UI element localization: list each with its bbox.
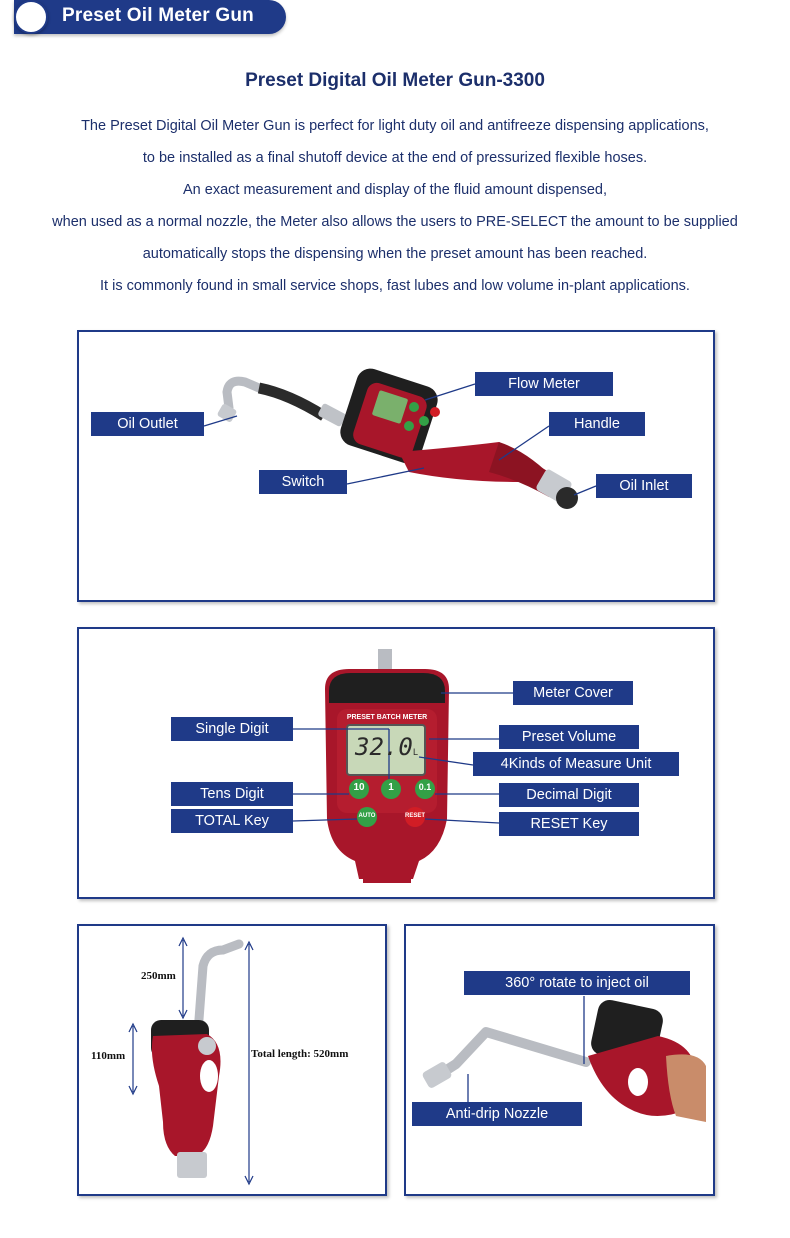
button-reset: RESET [404,813,425,819]
description-line: An exact measurement and display of the fluid amount dispensed, [183,182,607,198]
description-line: to be installed as a final shutoff device at the end of pressurized flexible hoses. [142,150,648,166]
oil-outlet-label: Oil Outlet [91,412,204,436]
product-description [0,115,790,307]
description-line: It is commonly found in small service shops, fast lubes and low volume in-plant applications. [100,278,690,294]
header-circle-icon [14,0,48,34]
button-1: 1 [388,782,394,793]
meter-cover-label: Meter Cover [513,681,633,705]
product-title: Preset Digital Oil Meter Gun-3300 [245,70,545,91]
decimal-digit-label: Decimal Digit [499,783,639,807]
button-10: 10 [353,782,365,793]
overview-panel [77,330,715,602]
preset-volume-label: Preset Volume [499,725,639,749]
reset-key-label: RESET Key [499,812,639,836]
switch-label: Switch [259,470,347,494]
button-auto: AUTO [358,813,376,819]
body-length: 110mm [91,1050,126,1062]
total-key-label: TOTAL Key [171,809,293,833]
header-title: Preset Oil Meter Gun [62,5,254,26]
dimensions-panel [77,924,387,1196]
handle-label: Handle [549,412,645,436]
anti-drip-label: Anti-drip Nozzle [412,1102,582,1126]
measure-unit-label: 4Kinds of Measure Unit [473,752,679,776]
meter-brand: PRESET BATCH METER [346,714,428,721]
total-length: Total length: 520mm [251,1048,349,1060]
description-line: automatically stops the dispensing when the preset amount has been reached. [142,246,648,262]
description-line: when used as a normal nozzle, the Meter also allows the users to PRE-SELECT the amount to be supplied [52,214,738,230]
overview-illustration [79,332,717,604]
nozzle-length: 250mm [141,970,176,982]
meter-unit: L [413,747,419,757]
nozzle-illustration [406,926,717,1198]
flow-meter-label: Flow Meter [475,372,613,396]
oil-inlet-label: Oil Inlet [596,474,692,498]
dimensions-illustration [79,926,389,1198]
nozzle-panel [404,924,715,1196]
meter-panel [77,627,715,899]
rotate-label: 360° rotate to inject oil [464,971,690,995]
button-0-1: 0.1 [418,782,432,792]
description-line: The Preset Digital Oil Meter Gun is perfect for light duty oil and antifreeze dispensing applications, [81,118,709,134]
meter-reading: 32.0 [355,733,413,761]
single-digit-label: Single Digit [171,717,293,741]
tens-digit-label: Tens Digit [171,782,293,806]
